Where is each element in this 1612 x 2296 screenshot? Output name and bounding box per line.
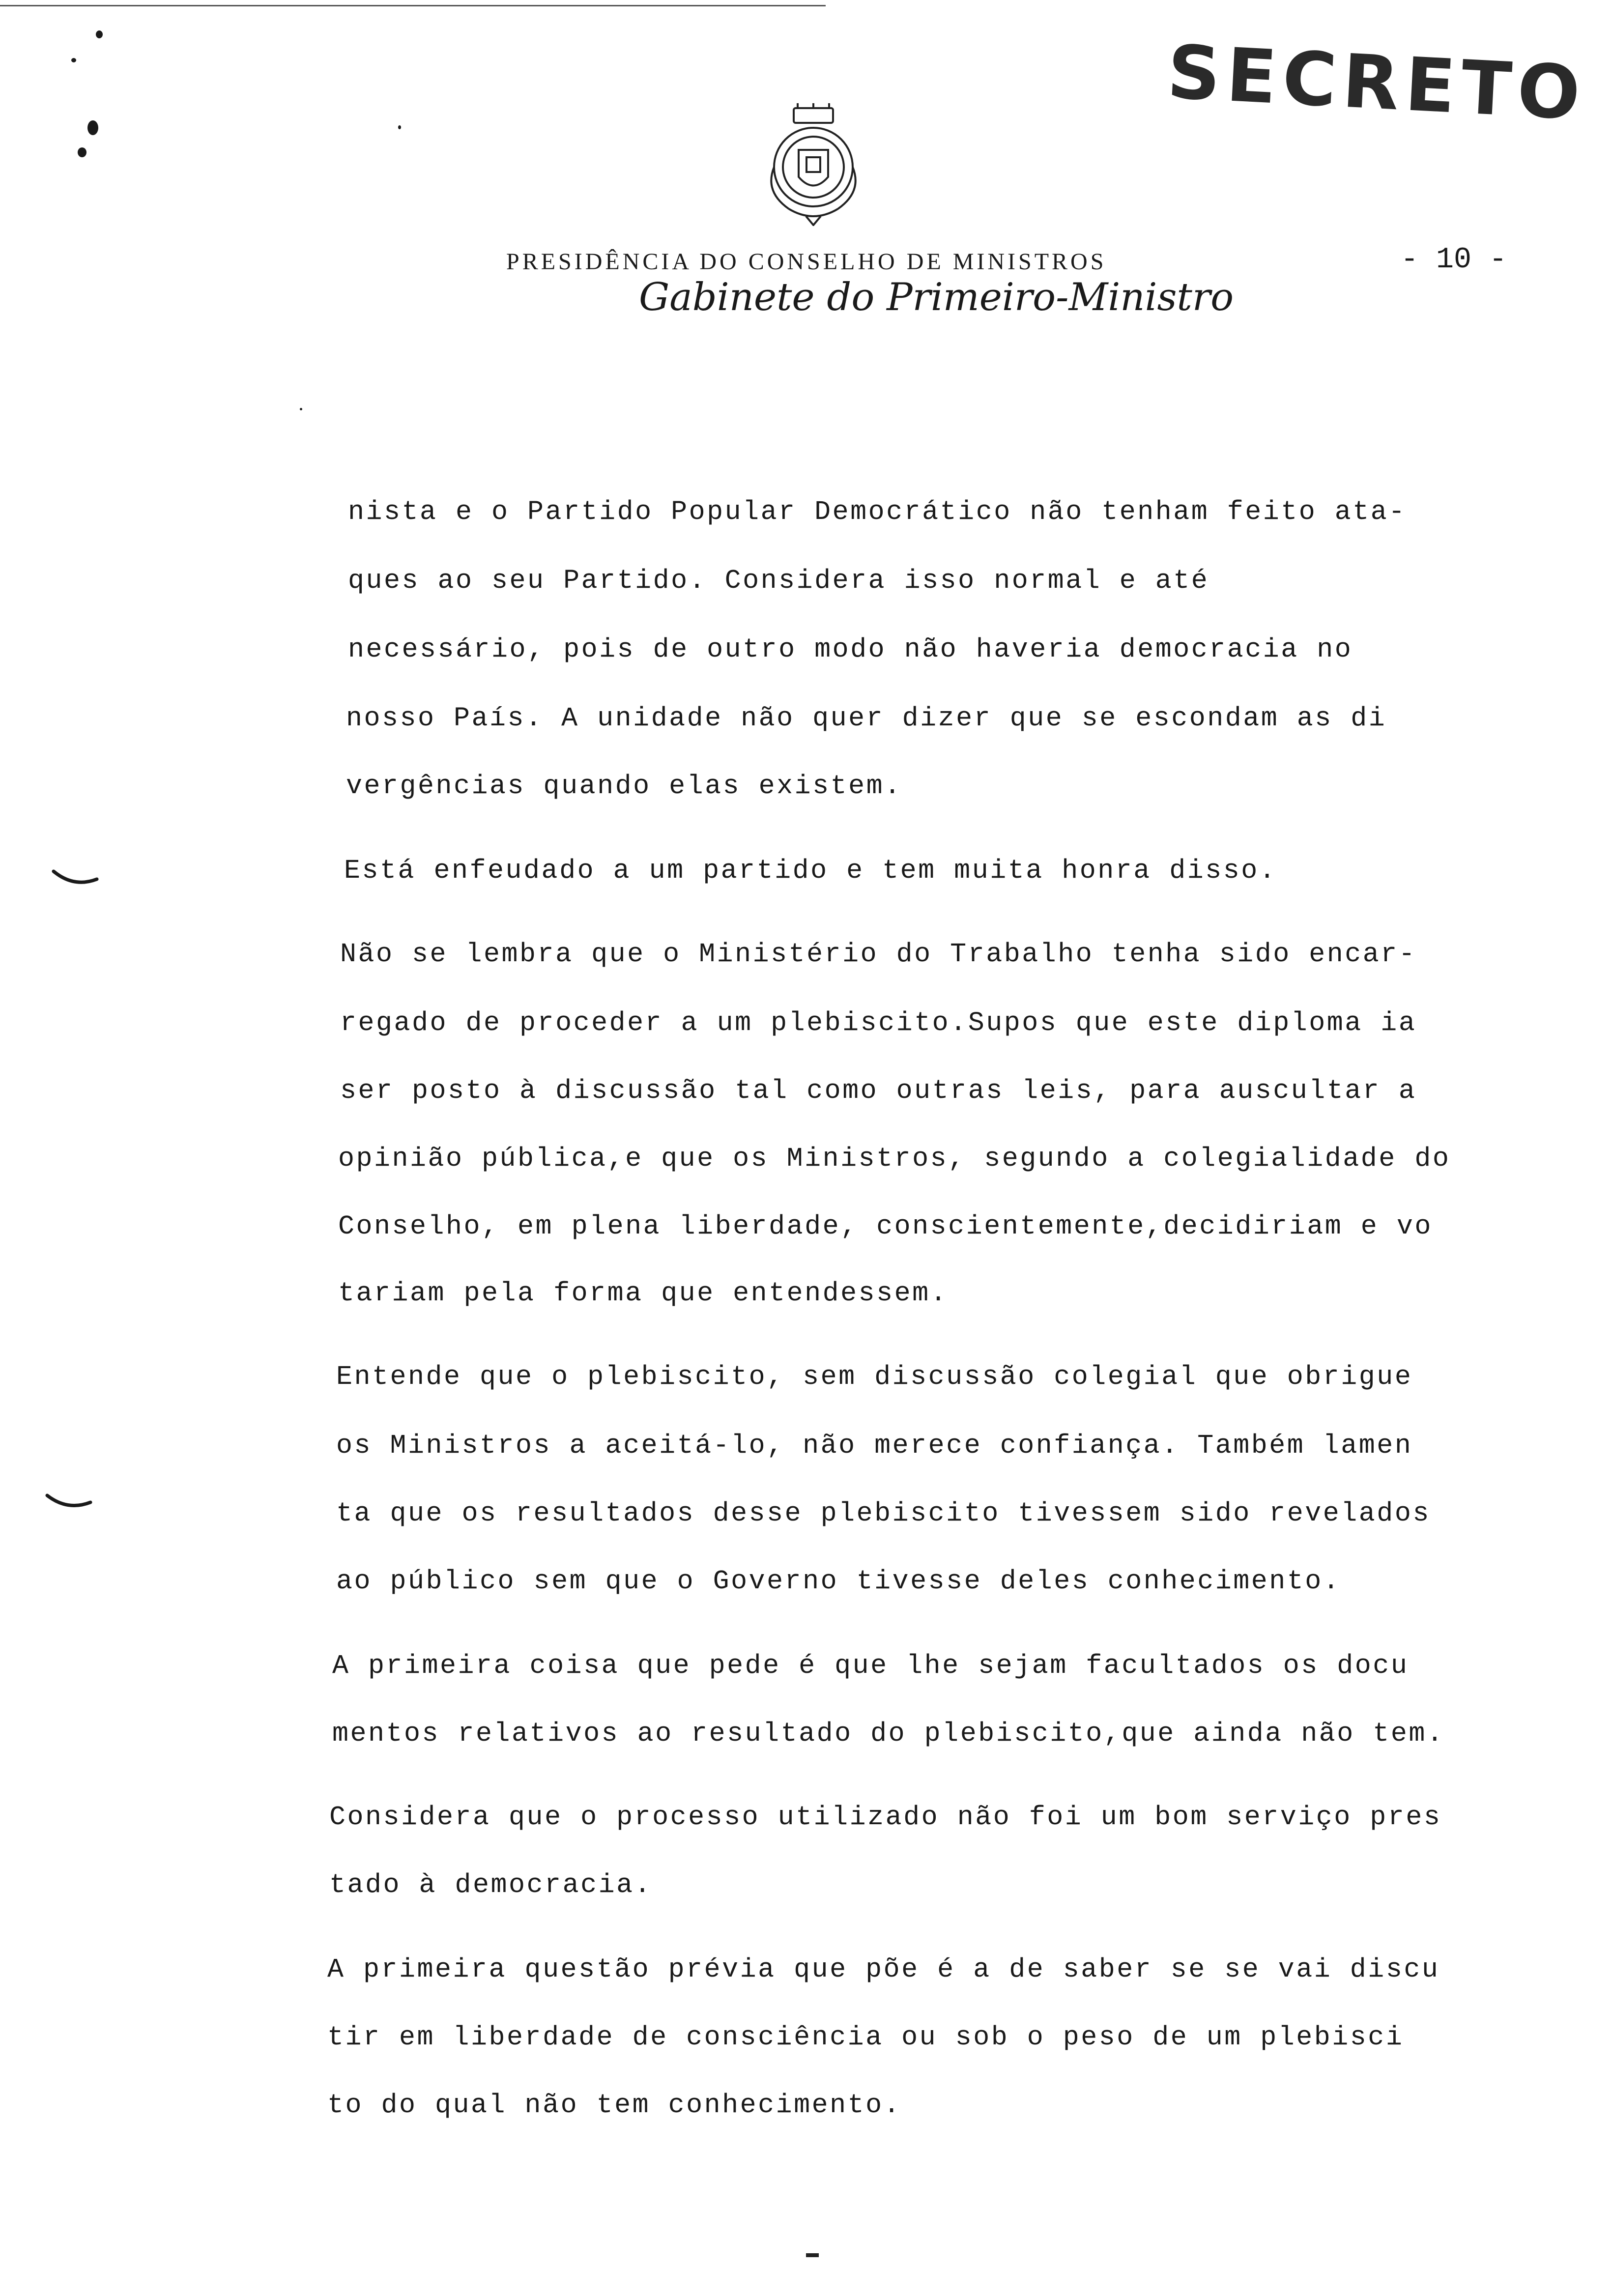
- text-line: Entende que o plebiscito, sem discussão colegial que obrigue: [336, 1361, 1413, 1392]
- text-line: A primeira coisa que pede é que lhe sejam facultados os docu: [332, 1650, 1409, 1681]
- text-line: tariam pela forma que entendessem.: [338, 1278, 949, 1309]
- margin-bracket-mark: [52, 867, 101, 892]
- text-line: ques ao seu Partido. Considera isso normal e até: [348, 565, 1209, 596]
- margin-speck: [96, 30, 103, 38]
- margin-speck: [398, 125, 401, 129]
- text-line: to do qual não tem conhecimento.: [327, 2090, 902, 2121]
- text-line: ser posto à discussão tal como outras leis, para auscultar a: [340, 1075, 1417, 1106]
- cabinet-signature: Gabinete do Primeiro-Ministro: [639, 275, 1234, 319]
- margin-bracket-mark: [45, 1492, 94, 1516]
- text-line: Considera que o processo utilizado não foi um bom serviço pres: [329, 1802, 1442, 1833]
- text-line: Não se lembra que o Ministério do Trabalho tenha sido encar-: [340, 939, 1417, 970]
- text-line: Está enfeudado a um partido e tem muita honra disso.: [344, 855, 1277, 886]
- text-line: ao público sem que o Governo tivesse deles conhecimento.: [336, 1566, 1341, 1597]
- text-line: regado de proceder a um plebiscito.Supos que este diploma ia: [340, 1007, 1417, 1038]
- page-number: - 10 -: [1401, 243, 1507, 277]
- coat-of-arms-icon: [759, 103, 867, 226]
- text-line: ta que os resultados desse plebiscito tivessem sido revelados: [336, 1498, 1431, 1529]
- text-line: nista e o Partido Popular Democrático não tenham feito ata-: [348, 496, 1407, 527]
- bottom-mark: [806, 2253, 819, 2257]
- institution-name: PRESIDÊNCIA DO CONSELHO DE MINISTROS: [506, 249, 1107, 275]
- margin-speck: [71, 58, 76, 62]
- secret-stamp: SECRETO: [1165, 29, 1588, 137]
- text-line: tado à democracia.: [329, 1869, 653, 1900]
- margin-speck: [78, 147, 86, 157]
- top-rule: [0, 5, 826, 6]
- text-line: Conselho, em plena liberdade, conscientemente,decidiriam e vo: [338, 1211, 1433, 1242]
- text-line: mentos relativos ao resultado do plebiscito,que ainda não tem.: [332, 1718, 1445, 1749]
- text-line: vergências quando elas existem.: [346, 771, 902, 802]
- margin-speck: [87, 120, 98, 135]
- text-line: nosso País. A unidade não quer dizer que se escondam as di: [346, 703, 1387, 734]
- text-line: tir em liberdade de consciência ou sob o peso de um plebisci: [327, 2022, 1404, 2053]
- text-line: A primeira questão prévia que põe é a de saber se se vai discu: [327, 1954, 1440, 1985]
- text-line: os Ministros a aceitá-lo, não merece confiança. Também lamen: [336, 1430, 1413, 1461]
- text-line: opinião pública,e que os Ministros, segundo a colegialidade do: [338, 1143, 1451, 1174]
- text-line: necessário, pois de outro modo não haveria democracia no: [348, 634, 1353, 665]
- margin-speck: [300, 408, 302, 410]
